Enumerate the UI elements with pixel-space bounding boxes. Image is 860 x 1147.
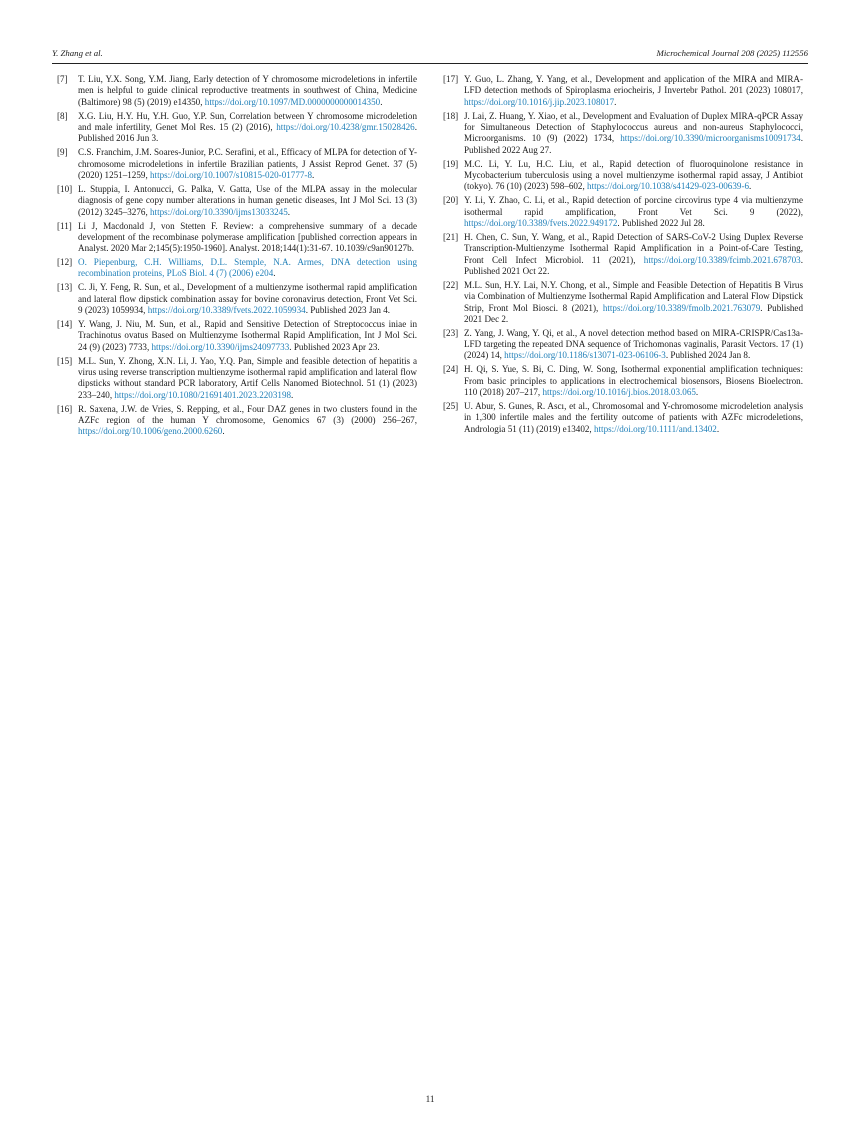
reference-text <box>464 159 803 193</box>
reference-item <box>57 147 417 181</box>
reference-citation: X.G. Liu, H.Y. Hu, Y.H. Guo, Y.P. Sun, Correlation between Y chromosome microdeletion and male infertility, Genet Mol Res. 15 (2) (2016), <box>78 110 417 132</box>
reference-number: [10] <box>57 183 73 194</box>
reference-citation: H. Qi, S. Yue, S. Bi, C. Ding, W. Song, Isothermal exponential amplification techniques: From basic principles to applications in electrochemical biosensors, Biosens Bioelectron. 110 (2018) 207–217, <box>464 364 803 398</box>
reference-citation: U. Abur, S. Gunes, R. Ascı, et al., Chromosomal and Y-chromosome microdeletion analysis in 1,300 infertile males and the fertility outcome of patients with AZFc microdeletions, Andrologia 51 (11) (2019) e13402, <box>464 401 803 434</box>
reference-text <box>78 257 417 280</box>
reference-item <box>443 328 803 362</box>
reference-link[interactable]: https://doi.org/10.4238/gmr.15028426 <box>276 121 415 132</box>
reference-suffix: . <box>222 426 225 437</box>
reference-suffix: . <box>695 387 699 398</box>
reference-citation: Li J, Macdonald J, von Stetten F. Review: a comprehensive summary of a decade development of the recombinase polymerase amplification [published correction appears in Analyst. 2020 Mar 2;145(5):1950-1960]. Analyst. 2018;144(1):31-67. 10.1039/c9an90127b. <box>78 220 417 254</box>
reference-link[interactable]: https://doi.org/10.1016/j.jip.2023.108017 <box>464 96 615 107</box>
reference-link[interactable]: https://doi.org/10.1097/MD.0000000000014350 <box>204 96 381 107</box>
reference-number: [11] <box>57 220 72 231</box>
reference-citation: M.C. Li, Y. Lu, H.C. Liu, et al., Rapid detection of fluoroquinolone resistance in Mycobacterium tuberculosis using a novel multienzyme isothermal rapid assay, J Antibiot (tokyo). 76 (10) (2023) 598–602, <box>464 158 803 192</box>
reference-item <box>443 232 803 277</box>
reference-number: [16] <box>57 403 73 414</box>
reference-citation: R. Saxena, J.W. de Vries, S. Repping, et al., Four DAZ genes in two clusters found in the AZFc region of the human Y chromosome, Genomics 67 (3) (2000) 256–267, <box>78 403 417 425</box>
reference-text <box>78 111 417 145</box>
reference-number: [19] <box>443 158 459 169</box>
reference-text <box>464 280 803 325</box>
reference-item <box>443 111 803 156</box>
reference-link[interactable]: https://doi.org/10.1007/s10815-020-01777-8 <box>150 169 313 180</box>
reference-citation: T. Liu, Y.X. Song, Y.M. Jiang, Early detection of Y chromosome microdeletions in infertile men is helpful to guide clinical reproductive treatments in southwest of China, Medicine (Baltimore) 98 (5) (2019) e14350, <box>78 74 417 107</box>
reference-suffix: . <box>312 169 315 180</box>
reference-suffix: . <box>614 96 617 107</box>
reference-number: [21] <box>443 231 459 242</box>
references-left-column <box>57 74 417 440</box>
reference-text <box>464 364 803 398</box>
reference-text <box>464 328 803 362</box>
reference-link[interactable]: https://doi.org/10.1038/s41429-023-00639-6 <box>587 181 750 192</box>
reference-item <box>443 195 803 229</box>
reference-number: [18] <box>443 110 459 121</box>
reference-number: [24] <box>443 364 459 375</box>
reference-suffix: . Published 2023 Jan 4. <box>305 305 391 316</box>
reference-link[interactable]: https://doi.org/10.1080/21691401.2023.2203198 <box>114 389 292 400</box>
reference-citation: M.L. Sun, H.Y. Lai, N.Y. Chong, et al., Simple and Feasible Detection of Hepatitis B Virus via Combination of Multienzyme Isothermal Rapid Amplification and Lateral Flow Dipstick Strip, Front Mol Biosci. 8 (2021), <box>464 279 803 313</box>
running-head-journal: Microchemical Journal 208 (2025) 112556 <box>656 48 808 58</box>
reference-suffix: . Published 2021 Oct 22. <box>464 254 803 276</box>
reference-citation: Y. Li, Y. Zhao, C. Li, et al., Rapid detection of porcine circovirus type 4 via multienzyme isothermal rapid amplification, Front Vet Sci. 9 (2022), <box>464 195 803 217</box>
reference-item <box>57 404 417 438</box>
reference-item <box>443 159 803 193</box>
reference-link[interactable]: https://doi.org/10.3390/ijms13033245 <box>150 206 288 217</box>
reference-number: [23] <box>443 327 459 338</box>
reference-number: [13] <box>57 282 73 293</box>
reference-link[interactable]: https://doi.org/10.1111/and.13402 <box>593 423 717 434</box>
reference-text <box>464 401 803 435</box>
reference-text <box>78 221 417 255</box>
reference-number: [17] <box>443 74 459 84</box>
reference-suffix: . Published 2021 Dec 2. <box>464 302 803 324</box>
reference-item <box>57 111 417 145</box>
reference-text <box>78 404 417 438</box>
reference-link[interactable]: https://doi.org/10.1186/s13071-023-06106-3 <box>504 350 666 361</box>
reference-suffix: . <box>749 181 752 192</box>
reference-suffix: . Published 2022 Aug 27. <box>464 133 803 155</box>
reference-link[interactable]: O. Piepenburg, C.H. Williams, D.L. Stemple, N.A. Armes, DNA detection using recombination proteins, PLoS Biol. 4 (7) (2006) e204 <box>78 257 417 279</box>
reference-text <box>78 184 417 218</box>
page-number: 11 <box>425 1094 435 1104</box>
reference-suffix: . Published 2024 Jan 8. <box>665 350 751 361</box>
running-head-authors: Y. Zhang et al. <box>52 48 103 58</box>
reference-text <box>78 282 417 316</box>
reference-citation: H. Chen, C. Sun, Y. Wang, et al., Rapid Detection of SARS-CoV-2 Using Duplex Reverse Transcription-Multienzyme Isothermal Rapid Amplification in a Point-of-Care Testing, Front Cell Infect Microbiol. 11 (2021), <box>464 231 803 265</box>
reference-citation: J. Lai, Z. Huang, Y. Xiao, et al., Development and Evaluation of Duplex MIRA-qPCR Assay for Simultaneous Detection of Staphylococcus aureus and non-aureus Staphylococci, Microorganisms. 10 (9) (2022) 1734, <box>464 110 803 144</box>
reference-suffix: . <box>380 96 383 107</box>
reference-item <box>57 356 417 401</box>
reference-item <box>443 280 803 325</box>
reference-item <box>57 74 417 108</box>
reference-link[interactable]: https://doi.org/10.3389/fvets.2022.949172 <box>464 217 618 228</box>
reference-number: [12] <box>57 257 73 268</box>
reference-link[interactable]: https://doi.org/10.3389/fvets.2022.1059934 <box>147 305 306 316</box>
reference-suffix: . <box>291 389 294 400</box>
reference-citation: Z. Yang, J. Wang, Y. Qi, et al., A novel detection method based on MIRA-CRISPR/Cas13a-LFD targeting the repeated DNA sequence of Trichomonas vaginalis, Parasit Vectors. 17 (1) (2024) 14, <box>464 327 803 361</box>
reference-citation: L. Stuppia, I. Antonucci, G. Palka, V. Gatta, Use of the MLPA assay in the molecular diagnosis of gene copy number alterations in human genetic diseases, Int J Mol Sci. 13 (3) (2012) 3245–3276, <box>78 183 417 217</box>
reference-text <box>464 74 803 108</box>
reference-suffix: . <box>287 206 291 217</box>
references-right-column <box>443 74 803 438</box>
reference-number: [15] <box>57 355 73 366</box>
reference-text <box>464 232 803 277</box>
reference-number: [25] <box>443 401 459 412</box>
reference-number: [22] <box>443 279 459 290</box>
reference-item <box>57 319 417 353</box>
reference-link[interactable]: https://doi.org/10.3389/fmolb.2021.763079 <box>602 302 761 313</box>
reference-item <box>443 364 803 398</box>
reference-number: [7] <box>57 74 68 84</box>
reference-text <box>464 111 803 156</box>
reference-suffix: . <box>716 423 720 434</box>
reference-item <box>57 184 417 218</box>
reference-citation: M.L. Sun, Y. Zhong, X.N. Li, J. Yao, Y.Q. Pan, Simple and feasible detection of hepatitis a virus using reverse transcription multienzyme isothermal rapid amplification and lateral flow dipsticks without standard PCR laboratory, Artif Cells Nanomed Biotechnol. 51 (1) (2023) 233–240, <box>78 355 417 400</box>
reference-citation: Y. Wang, J. Niu, M. Sun, et al., Rapid and Sensitive Detection of Streptococcus iniae in Trachinotus ovatus Based on Multienzyme Isothermal Rapid Amplification, Int J Mol Sci. 24 (9) (2023) 7733, <box>78 319 417 352</box>
reference-suffix: . Published 2023 Apr 23. <box>289 341 380 352</box>
reference-text <box>78 356 417 401</box>
reference-text <box>78 74 417 108</box>
reference-number: [9] <box>57 147 68 158</box>
reference-citation: Y. Guo, L. Zhang, Y. Yang, et al., Development and application of the MIRA and MIRA-LFD detection methods of Spiroplasma eriocheiris, J Invertebr Pathol. 201 (2023) 108017, <box>464 74 803 96</box>
reference-citation: C.S. Franchim, J.M. Soares-Junior, P.C. Serafini, et al., Efficacy of MLPA for detection of Y-chromosome microdeletions in infertile Brazilian patients, J Assist Reprod Genet. 37 (5) (2020) 1251–1259, <box>78 147 417 180</box>
reference-link[interactable]: https://doi.org/10.1006/geno.2000.6260 <box>78 426 223 437</box>
reference-item <box>443 401 803 435</box>
reference-link[interactable]: https://doi.org/10.3390/microorganisms10091734 <box>620 133 801 144</box>
reference-text <box>78 147 417 181</box>
reference-suffix: . Published 2022 Jul 28. <box>617 217 705 228</box>
reference-link[interactable]: https://doi.org/10.3390/ijms24097733 <box>151 341 290 352</box>
reference-link[interactable]: https://doi.org/10.1016/j.bios.2018.03.065 <box>542 387 696 398</box>
reference-suffix: . <box>273 268 276 279</box>
reference-number: [20] <box>443 195 459 206</box>
reference-text <box>78 319 417 353</box>
reference-number: [8] <box>57 110 68 121</box>
reference-item <box>443 74 803 108</box>
reference-suffix: . Published 2016 Jun 3. <box>78 121 417 144</box>
header-rule <box>52 63 808 64</box>
reference-item <box>57 221 417 255</box>
reference-number: [14] <box>57 319 73 330</box>
reference-link[interactable]: https://doi.org/10.3389/fcimb.2021.678703 <box>643 254 801 265</box>
reference-text <box>464 195 803 229</box>
reference-item <box>57 257 417 280</box>
reference-item <box>57 282 417 316</box>
reference-citation: C. Ji, Y. Feng, R. Sun, et al., Development of a multienzyme isothermal rapid amplification and lateral flow dipstick combination assay for bovine coronavirus detection, Front Vet Sci. 9 (2023) 1059934, <box>78 282 417 316</box>
